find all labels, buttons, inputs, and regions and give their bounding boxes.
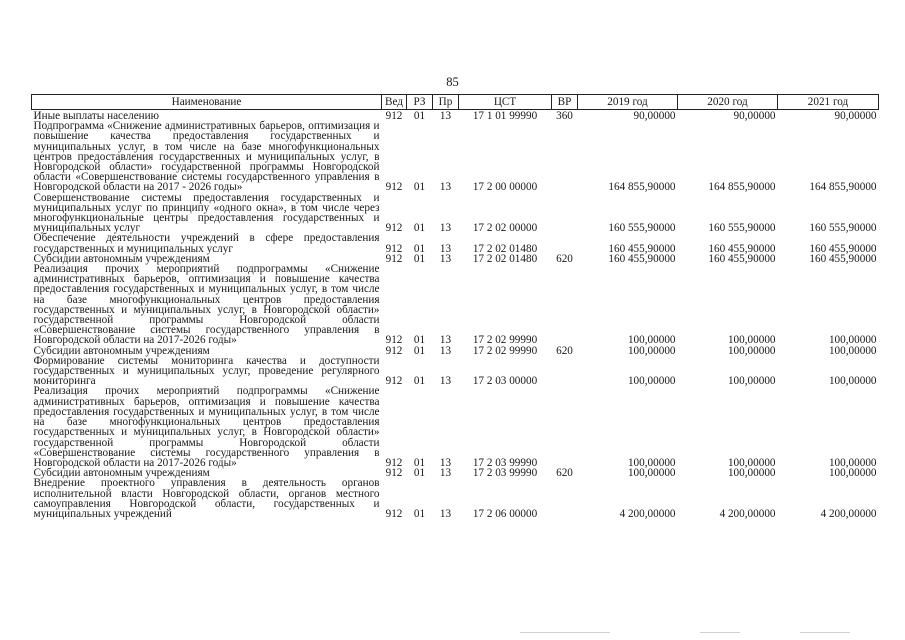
cell-y2021: 4 200,00000 [820,507,877,520]
cell-y2019: 164 855,90000 [608,181,676,194]
cell-cst: 17 2 02 99990 [472,334,538,347]
cell-pr: 13 [439,375,452,388]
cell-pr: 13 [439,242,452,255]
table-row [32,193,879,234]
cell-y2020: 164 855,90000 [708,181,776,194]
cell-pr: 13 [439,344,452,357]
cell-rz: 01 [413,110,426,122]
header-rz: РЗ [407,95,433,110]
cell-y2021: 100,00000 [828,344,877,357]
cell-rz: 01 [413,467,426,480]
cell-name: Подпрограмма «Снижение административных барьеров, оптимизация и повышение качества предоставления государственных и муниципальных услуг, в том числе на базе многофункциональных центров предоставления государственных и муниципальных услуг, в Новгородской области» государственной программы Новгородской области «Совершенствование системы государственного управления в Новгородской области на 2017 - 2026 годы» [33,120,380,194]
cell-rz: 01 [413,222,426,235]
table-row [32,233,879,253]
cell-vr [552,478,578,519]
header-2021: 2021 год [778,95,879,110]
scan-artifact [520,632,610,633]
cell-y2021: 100,00000 [828,334,877,347]
cell-name: Реализация прочих мероприятий подпрограммы «Снижение административных барьеров, оптимизация и повышение качества предоставления государственных и муниципальных услуг, в том числе на базе многофункциональных центров предоставления государственных и муниципальных услуг, в Новгородской области» государственной программы Новгородской области «Совершенствование системы государственного управления в Новгородской области на 2017-2026 годы» [33,263,380,347]
cell-rz: 01 [413,375,426,388]
cell-y2019: 160 455,90000 [608,242,676,255]
cell-name: Реализация прочих мероприятий подпрограммы «Снижение административных барьеров, оптимизация и повышение качества предоставления государственных и муниципальных услуг, в том числе на базе многофункциональных центров предоставления государственных и муниципальных услуг, в Новгородской области» государственной программы Новгородской области «Совершенствование системы государственного управления в Новгородской области на 2017-2026 годы» [33,385,380,469]
cell-y2020: 4 200,00000 [719,507,776,520]
header-ved: Вед [382,95,407,110]
cell-y2019: 100,00000 [627,375,676,388]
cell-name: Внедрение проектного управления в деятельность органов исполнительной власти Новгородской области, органов местного самоуправления Новгородской области, государственных и муниципальных учреждений [33,477,380,520]
cell-name: Совершенствование системы предоставления государственных и муниципальных услуг по принципу «одного окна», в том числе через многофункциональные центры предоставления государственных и муниципальных услуг [33,191,380,235]
cell-cst: 17 2 03 99990 [472,456,538,469]
cell-cst: 17 2 03 00000 [472,375,538,388]
cell-y2021: 100,00000 [828,467,877,480]
cell-pr: 13 [439,181,452,194]
table-row [32,386,879,468]
cell-ved: 912 [385,507,403,520]
cell-y2021: 90,00000 [834,110,877,122]
cell-name: Субсидии автономным учреждениям [33,344,210,357]
cell-vr: 620 [556,344,573,357]
cell-ved: 912 [385,110,403,122]
cell-vr: 620 [556,467,573,480]
cell-y2020: 160 455,90000 [708,242,776,255]
scan-artifact [700,632,740,633]
cell-rz: 01 [413,181,426,194]
cell-y2019: 100,00000 [627,467,676,480]
cell-pr: 13 [439,507,452,520]
cell-ved: 912 [385,181,403,194]
cell-vr [552,264,578,346]
cell-name: Субсидии автономным учреждениям [33,467,210,480]
cell-y2021: 160 555,90000 [809,222,877,235]
page-number: 85 [446,75,459,89]
cell-y2021: 160 455,90000 [809,252,877,265]
cell-y2020: 90,00000 [733,110,776,122]
cell-y2019: 100,00000 [627,456,676,469]
cell-rz: 01 [413,344,426,357]
cell-cst: 17 2 03 99990 [472,467,538,480]
cell-rz: 01 [413,334,426,347]
cell-pr: 13 [439,334,452,347]
cell-y2021: 160 455,90000 [809,242,877,255]
cell-pr: 13 [439,222,452,235]
cell-y2020: 100,00000 [727,456,776,469]
cell-ved: 912 [385,252,403,265]
cell-cst: 17 2 02 99990 [472,344,538,357]
cell-pr: 13 [439,110,452,122]
cell-y2020: 100,00000 [727,344,776,357]
cell-ved: 912 [385,467,403,480]
cell-rz: 01 [413,456,426,469]
cell-y2020: 100,00000 [727,334,776,347]
cell-y2019: 160 555,90000 [608,222,676,235]
cell-rz: 01 [413,252,426,265]
cell-y2019: 160 455,90000 [608,252,676,265]
cell-y2021: 100,00000 [828,456,877,469]
cell-vr [552,386,578,468]
table-row [32,356,879,387]
cell-rz: 01 [413,242,426,255]
header-2019: 2019 год [578,95,678,110]
budget-table [31,94,879,519]
cell-y2019: 100,00000 [627,334,676,347]
cell-cst: 17 2 06 00000 [472,507,538,520]
cell-name: Иные выплаты населению [33,110,159,122]
cell-y2020: 160 455,90000 [708,252,776,265]
cell-y2019: 100,00000 [627,344,676,357]
table-row [32,121,879,192]
cell-ved: 912 [385,344,403,357]
table-row [32,264,879,346]
cell-vr [552,356,578,387]
cell-vr: 360 [556,110,573,122]
cell-y2019: 4 200,00000 [619,507,676,520]
cell-ved: 912 [385,334,403,347]
cell-vr: 620 [556,252,573,265]
cell-y2019: 90,00000 [633,110,676,122]
header-2020: 2020 год [678,95,778,110]
cell-name: Обеспечение деятельности учреждений в сфере предоставления государственных и муниципальных услуг [33,232,380,255]
cell-pr: 13 [439,456,452,469]
cell-cst: 17 1 01 99990 [472,110,538,122]
cell-y2020: 100,00000 [727,467,776,480]
cell-vr [552,121,578,192]
cell-ved: 912 [385,375,403,388]
cell-y2020: 160 555,90000 [708,222,776,235]
header-name: Наименование [32,95,382,110]
cell-ved: 912 [385,222,403,235]
table-body [32,110,879,520]
cell-name: Субсидии автономным учреждениям [33,252,210,265]
cell-ved: 912 [385,242,403,255]
cell-pr: 13 [439,467,452,480]
table-row [32,478,879,519]
cell-ved: 912 [385,456,403,469]
cell-rz: 01 [413,507,426,520]
header-cst: ЦСТ [459,95,552,110]
scan-artifact [800,632,850,633]
cell-pr: 13 [439,252,452,265]
cell-y2020: 100,00000 [727,375,776,388]
cell-name: Формирование системы мониторинга качества и доступности государственных и муниципальных услуг, проведение регулярного мониторинга [33,354,380,388]
header-pr: Пр [433,95,459,110]
cell-cst: 17 2 00 00000 [472,181,538,194]
cell-y2021: 100,00000 [828,375,877,388]
header-vr: ВР [552,95,578,110]
cell-vr [552,193,578,234]
cell-vr [552,233,578,253]
cell-cst: 17 2 02 01480 [472,242,538,255]
table-header-row [32,95,879,110]
cell-cst: 17 2 02 00000 [472,222,538,235]
cell-cst: 17 2 02 01480 [472,252,538,265]
cell-y2021: 164 855,90000 [809,181,877,194]
